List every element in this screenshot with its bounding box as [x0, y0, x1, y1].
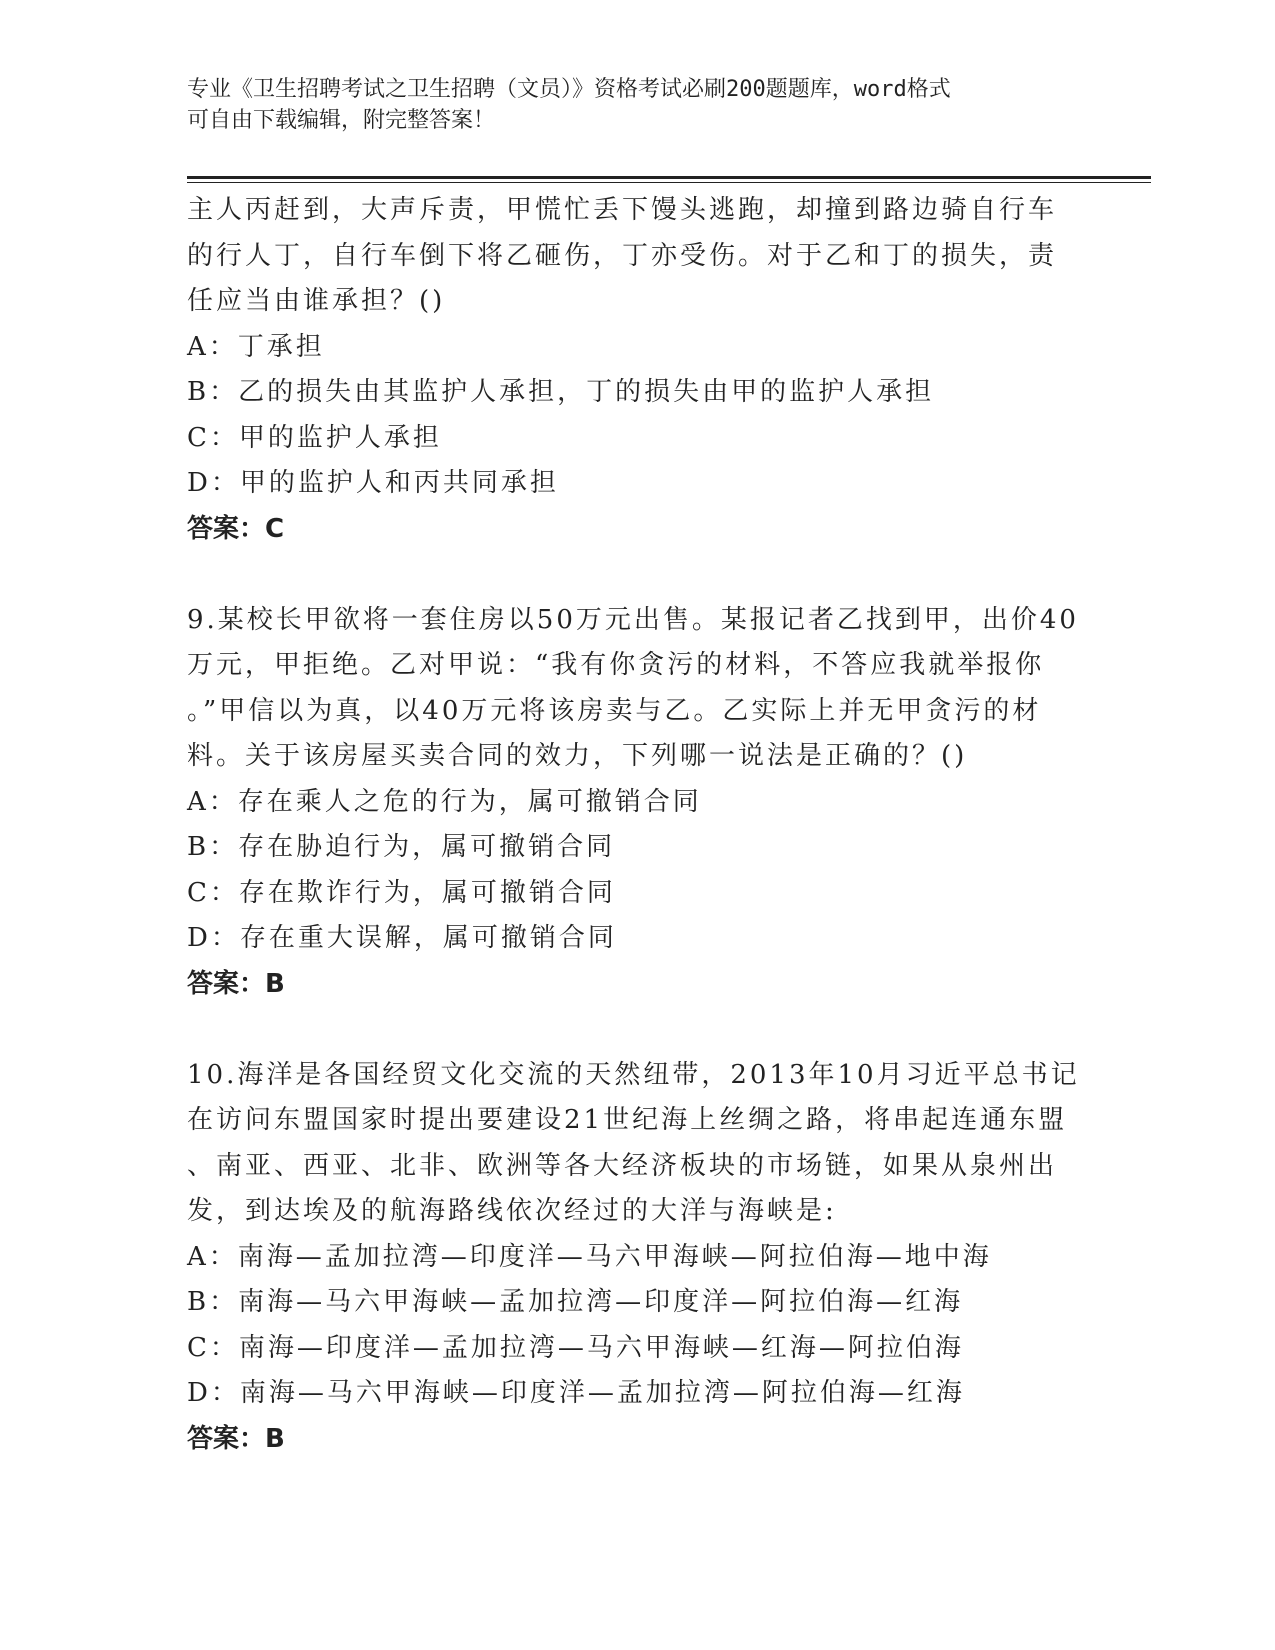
option-d: D：甲的监护人和丙共同承担	[187, 468, 559, 498]
header-title-line-2: 可自由下载编辑，附完整答案！	[187, 108, 496, 133]
question-spacer	[187, 1007, 1087, 1053]
question-stem-line: 的行人丁，自行车倒下将乙砸伤，丁亦受伤。对于乙和丁的损失，责	[187, 240, 1058, 271]
option-a: A：丁承担	[187, 331, 325, 362]
question-10	[187, 1053, 1087, 1463]
header-divider-thick	[187, 176, 1151, 179]
answer-label: 答案：B	[187, 1423, 285, 1454]
option-c: C：甲的监护人承担	[187, 422, 442, 453]
question-stem-line: 万元，甲拒绝。乙对甲说：“我有你贪污的材料，不答应我就举报你	[187, 650, 1045, 680]
option-d: D：存在重大误解，属可撤销合同	[187, 923, 617, 953]
question-9	[187, 598, 1087, 1008]
option-a: A：存在乘人之危的行为，属可撤销合同	[187, 786, 702, 817]
question-list	[187, 188, 1087, 1462]
option-a: A：南海—孟加拉湾—印度洋—马六甲海峡—阿拉伯海—地中海	[187, 1241, 992, 1272]
option-d: D：南海—马六甲海峡—印度洋—孟加拉湾—阿拉伯海—红海	[187, 1378, 965, 1408]
question-8	[187, 188, 1087, 552]
option-b: B：存在胁迫行为，属可撤销合同	[187, 832, 616, 862]
question-stem-line: 9.某校长甲欲将一套住房以50万元出售。某报记者乙找到甲，出价40	[187, 604, 1079, 635]
question-stem-line: 主人丙赶到，大声斥责，甲慌忙丢下馒头逃跑，却撞到路边骑自行车	[187, 195, 1058, 225]
option-c: C：存在欺诈行为，属可撤销合同	[187, 877, 616, 908]
option-b: B：乙的损失由其监护人承担，丁的损失由甲的监护人承担	[187, 377, 935, 407]
answer-label: 答案：C	[187, 513, 285, 544]
header-divider-thin	[187, 182, 1151, 183]
option-b: B：南海—马六甲海峡—孟加拉湾—印度洋—阿拉伯海—红海	[187, 1287, 964, 1317]
question-stem-line: 、南亚、西亚、北非、欧洲等各大经济板块的市场链，如果从泉州出	[187, 1150, 1058, 1181]
question-spacer	[187, 552, 1087, 598]
question-stem-line: 10.海洋是各国经贸文化交流的天然纽带，2013年10月习近平总书记	[187, 1059, 1080, 1090]
page-header	[187, 74, 1067, 136]
question-stem-line: 料。关于该房屋买卖合同的效力，下列哪一说法是正确的？()	[187, 741, 968, 771]
question-stem-line: 发，到达埃及的航海路线依次经过的大洋与海峡是:	[187, 1196, 837, 1226]
answer-label: 答案：B	[187, 968, 285, 999]
question-stem-line: 在访问东盟国家时提出要建设21世纪海上丝绸之路，将串起连通东盟	[187, 1105, 1068, 1135]
question-stem-line: 任应当由谁承担？()	[187, 286, 446, 316]
option-c: C：南海—印度洋—孟加拉湾—马六甲海峡—红海—阿拉伯海	[187, 1332, 964, 1363]
question-stem-line: 。”甲信以为真，以40万元将该房卖与乙。乙实际上并无甲贪污的材	[187, 695, 1042, 726]
header-title-line-1: 专业《卫生招聘考试之卫生招聘（文员）》资格考试必刷200题题库，word格式	[187, 77, 951, 102]
